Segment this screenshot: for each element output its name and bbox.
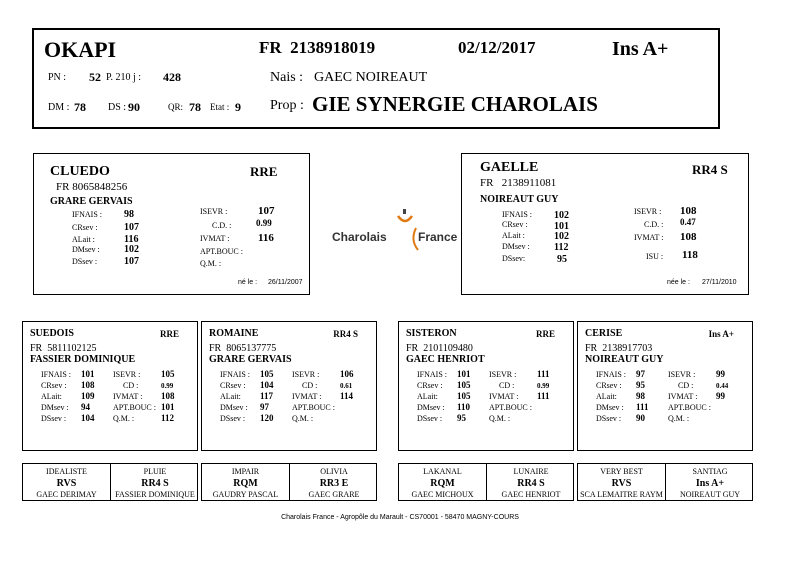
great-grandparent-cell (666, 464, 754, 500)
grandparent-crsev: 108 (81, 380, 95, 390)
sire-dmsev-label: DMsev : (72, 245, 100, 254)
grandparent-aptbouc: 101 (161, 402, 175, 412)
logo-arch-icon (326, 192, 454, 262)
grandparent-reg: FR 5811102125 (30, 343, 97, 354)
dm-label: DM : (48, 102, 70, 113)
sire-ifnais-label: IFNAIS : (72, 210, 103, 219)
great-grandparent-cell (111, 464, 199, 500)
grandparent-cd: 0.44 (716, 382, 729, 390)
animal-header (32, 28, 720, 129)
sire-dmsev: 102 (124, 244, 139, 255)
grandparent-dssev: 104 (81, 413, 95, 423)
great-grandparent-pair (22, 463, 198, 501)
grandparent-dssev: 90 (636, 413, 645, 423)
grandparent-rank: RRE (159, 329, 179, 339)
pn-label: PN : (48, 72, 67, 83)
sire-reg: FR 8065848256 (56, 181, 128, 193)
grandparent-dssev: 120 (260, 413, 274, 423)
grandparent-dmsev-label: DMsev : (220, 403, 248, 412)
grandparent-isevr: 99 (716, 369, 725, 379)
qr-label: QR: (168, 102, 184, 112)
great-grandparent-owner: GAEC HENRIOT (501, 490, 561, 499)
sire-isevr: 107 (258, 205, 275, 217)
great-grandparent-cell (290, 464, 378, 500)
grandparent-cd: 0.99 (161, 382, 174, 390)
grandparent-reg: FR 8065137775 (209, 343, 277, 354)
grandparent-breeder: GRARE GERVAIS (209, 354, 292, 365)
great-grandparent-rank: RR4 S (141, 478, 169, 489)
grandparent-dmsev: 94 (81, 402, 90, 412)
sire-name: CLUEDO (50, 164, 110, 179)
grandparent-isevr-label: ISEVR : (489, 370, 517, 379)
dam-born-label: née le : (667, 279, 690, 286)
dam-name: GAELLE (480, 160, 539, 175)
great-grandparent-owner: SCA LEMAITRE RAYM (580, 490, 663, 499)
grandparent-dmsev: 97 (260, 402, 269, 412)
dam-born: 27/11/2010 (702, 279, 737, 286)
grandparent-cd-label: CD : (678, 381, 694, 390)
dam-cd: 0.47 (680, 217, 696, 227)
dam-rank: RR4 S (692, 162, 728, 177)
grandparent-ifnais-label: IFNAIS : (596, 370, 627, 379)
dam-card (461, 153, 749, 295)
great-grandparent-pair (577, 463, 753, 501)
dam-isu-label: ISU : (646, 252, 664, 261)
sire-alait-label: ALait : (72, 235, 95, 244)
sire-cd: 0.99 (256, 218, 272, 228)
grandparent-ivmat-label: IVMAT : (113, 392, 143, 401)
great-grandparent-rank: RVS (56, 478, 77, 489)
prop-value: GIE SYNERGIE CHAROLAIS (312, 92, 598, 116)
grandparent-alait-label: ALait: (41, 392, 62, 401)
great-grandparent-name: LUNAIRE (513, 467, 549, 476)
great-grandparent-pair (398, 463, 574, 501)
animal-reg-number: FR 2138918019 (259, 38, 376, 57)
great-grandparent-rank: RVS (611, 478, 632, 489)
grandparent-ifnais-label: IFNAIS : (417, 370, 448, 379)
grandparent-qm-label: Q.M. : (292, 414, 314, 423)
dam-reg: FR 2138911081 (480, 177, 557, 189)
sire-crsev: 107 (124, 222, 139, 233)
prop-label: Prop : (270, 98, 304, 113)
p210-value: 428 (163, 70, 181, 84)
grandparent-dmsev: 110 (457, 402, 471, 412)
sire-isevr-label: ISEVR : (200, 207, 228, 216)
grandparent-dssev-label: DSsev : (220, 414, 246, 423)
sire-rank: RRE (250, 164, 278, 179)
dam-alait-label: ALait : (502, 231, 525, 240)
grandparent-isevr-label: ISEVR : (292, 370, 320, 379)
great-grandparent-owner: GAEC DERIMAY (36, 490, 97, 499)
grandparent-isevr: 105 (161, 369, 175, 379)
great-grandparent-owner: GAEC MICHOUX (411, 490, 474, 499)
report-date: 02/12/2017 (458, 38, 536, 57)
great-grandparent-rank: Ins A+ (695, 478, 725, 489)
great-grandparent-rank: RR4 S (517, 478, 545, 489)
sire-born: 26/11/2007 (268, 279, 303, 286)
dam-isevr-label: ISEVR : (634, 207, 662, 216)
dam-cd-label: C.D. : (644, 220, 664, 229)
dm-value: 78 (74, 100, 86, 114)
grandparent-dssev: 95 (457, 413, 466, 423)
great-grandparent-name: VERY BEST (600, 467, 643, 476)
grandparent-ifnais-label: IFNAIS : (220, 370, 251, 379)
dam-alait: 102 (554, 231, 569, 242)
grandparent-crsev-label: CRsev : (220, 381, 246, 390)
great-grandparent-name: LAKANAL (423, 467, 462, 476)
grandparent-aptbouc-label: APT.BOUC : (668, 403, 711, 412)
ds-label: DS : (108, 102, 127, 113)
grandparent-crsev: 95 (636, 380, 645, 390)
grandparent-crsev-label: CRsev : (596, 381, 622, 390)
sire-born-label: né le : (238, 279, 258, 286)
grandparent-ifnais: 101 (457, 369, 471, 379)
grandparent-alait-label: ALait: (220, 392, 241, 401)
sire-ifnais: 98 (124, 209, 134, 220)
sire-alait: 116 (124, 234, 139, 245)
grandparent-rank: RRE (535, 329, 555, 339)
sire-ivmat-label: IVMAT : (200, 234, 230, 243)
great-grandparent-owner: NOIREAUT GUY (679, 490, 741, 499)
qr-value: 78 (189, 100, 201, 114)
grandparent-dmsev-label: DMsev : (596, 403, 624, 412)
dam-dmsev: 112 (554, 242, 569, 253)
great-grandparent-rank: RQM (233, 478, 258, 489)
dam-dmsev-label: DMsev : (502, 242, 530, 251)
grandparent-card (201, 321, 377, 451)
logo-word-france: France (418, 230, 458, 244)
grandparent-dssev-label: DSsev : (596, 414, 622, 423)
grandparent-name: CERISE (585, 328, 623, 339)
grandparent-qm-label: Q.M. : (489, 414, 511, 423)
grandparent-ivmat: 114 (340, 391, 354, 401)
sire-qm-label: Q.M. : (200, 259, 222, 268)
dam-crsev-label: CRsev : (502, 220, 528, 229)
dam-ifnais: 102 (554, 210, 569, 221)
grandparent-cd: 0.99 (537, 382, 550, 390)
grandparent-ifnais: 101 (81, 369, 95, 379)
sire-ivmat: 116 (258, 232, 274, 244)
charolais-france-logo (326, 192, 458, 262)
grandparent-alait: 109 (81, 391, 95, 401)
grandparent-ifnais-label: IFNAIS : (41, 370, 72, 379)
grandparent-crsev-label: CRsev : (417, 381, 443, 390)
etat-value: 9 (235, 100, 241, 114)
great-grandparent-owner: GAUDRY PASCAL (212, 490, 279, 499)
grandparent-ivmat-label: IVMAT : (292, 392, 322, 401)
sire-card (33, 153, 310, 295)
etat-label: Etat : (210, 102, 230, 112)
dam-ivmat-label: IVMAT : (634, 233, 664, 242)
dam-isevr: 108 (680, 205, 697, 217)
great-grandparent-cell (399, 464, 486, 500)
grandparent-alait-label: ALait: (417, 392, 438, 401)
animal-rank: Ins A+ (612, 38, 669, 60)
grandparent-ivmat-label: IVMAT : (489, 392, 519, 401)
grandparent-name: SUEDOIS (30, 328, 74, 339)
great-grandparent-cell (487, 464, 575, 500)
great-grandparent-rank: RR3 E (319, 478, 349, 489)
great-grandparent-owner: GAEC GRARE (308, 490, 360, 499)
grandparent-alait: 98 (636, 391, 645, 401)
grandparent-qm-label: Q.M. : (113, 414, 135, 423)
grandparent-ivmat: 99 (716, 391, 725, 401)
great-grandparent-owner: FASSIER DOMINIQUE (115, 490, 195, 499)
grandparent-cd-label: CD : (302, 381, 318, 390)
sire-cd-label: C.D. : (212, 221, 232, 230)
grandparent-alait: 105 (457, 391, 471, 401)
grandparent-card (398, 321, 574, 451)
sire-aptbouc-label: APT.BOUC : (200, 247, 243, 256)
grandparent-dmsev-label: DMsev : (41, 403, 69, 412)
grandparent-isevr: 111 (537, 369, 550, 379)
grandparent-ivmat: 108 (161, 391, 175, 401)
grandparent-aptbouc-label: APT.BOUC : (292, 403, 335, 412)
grandparent-rank: Ins A+ (708, 329, 734, 339)
animal-name: OKAPI (44, 37, 117, 62)
grandparent-name: SISTERON (406, 328, 457, 339)
dam-crsev: 101 (554, 221, 569, 232)
grandparent-ifnais: 97 (636, 369, 645, 379)
sire-breeder: GRARE GERVAIS (50, 196, 133, 207)
grandparent-isevr-label: ISEVR : (668, 370, 696, 379)
grandparent-qm-label: Q.M. : (668, 414, 690, 423)
grandparent-dmsev-label: DMsev : (417, 403, 445, 412)
sire-crsev-label: CRsev : (72, 223, 98, 232)
grandparent-dssev-label: DSsev : (41, 414, 67, 423)
grandparent-alait-label: ALait: (596, 392, 617, 401)
dam-ifnais-label: IFNAIS : (502, 210, 533, 219)
great-grandparent-name: IDEALISTE (46, 467, 87, 476)
grandparent-dmsev: 111 (636, 402, 649, 412)
grandparent-alait: 117 (260, 391, 274, 401)
great-grandparent-cell (202, 464, 289, 500)
great-grandparent-pair (201, 463, 377, 501)
grandparent-card (22, 321, 198, 451)
sire-dssev: 107 (124, 256, 139, 267)
pn-value: 52 (89, 70, 101, 84)
grandparent-dssev-label: DSsev : (417, 414, 443, 423)
grandparent-ifnais: 105 (260, 369, 274, 379)
dam-dssev: 95 (557, 254, 567, 265)
ds-value: 90 (128, 100, 140, 114)
great-grandparent-cell (578, 464, 665, 500)
grandparent-cd: 0.61 (340, 382, 353, 390)
grandparent-crsev: 104 (260, 380, 274, 390)
great-grandparent-rank: RQM (430, 478, 455, 489)
dam-ivmat: 108 (680, 231, 697, 243)
great-grandparent-name: IMPAIR (231, 467, 260, 476)
great-grandparent-name: SANTIAG (692, 467, 728, 476)
grandparent-aptbouc-label: APT.BOUC : (489, 403, 532, 412)
footer-address: Charolais France - Agropôle du Marault - CS70001 - 58470 MAGNY-COURS (281, 514, 519, 521)
grandparent-name: ROMAINE (209, 328, 259, 339)
grandparent-reg: FR 2101109480 (406, 343, 473, 354)
grandparent-ivmat-label: IVMAT : (668, 392, 698, 401)
grandparent-aptbouc-label: APT.BOUC : (113, 403, 156, 412)
dam-breeder: NOIREAUT GUY (480, 194, 559, 205)
great-grandparent-cell (23, 464, 110, 500)
grandparent-qm: 112 (161, 413, 175, 423)
grandparent-card (577, 321, 753, 451)
grandparent-breeder: GAEC HENRIOT (406, 354, 485, 365)
grandparent-breeder: NOIREAUT GUY (585, 354, 664, 365)
logo-word-charolais: Charolais (332, 230, 387, 244)
great-grandparent-name: PLUIE (143, 467, 167, 476)
sire-dssev-label: DSsev : (72, 257, 98, 266)
grandparent-rank: RR4 S (333, 329, 358, 339)
nais-label: Nais : (270, 70, 304, 85)
grandparent-cd-label: CD : (499, 381, 515, 390)
grandparent-crsev: 105 (457, 380, 471, 390)
dam-isu: 118 (682, 249, 698, 261)
grandparent-ivmat: 111 (537, 391, 550, 401)
grandparent-reg: FR 2138917703 (585, 343, 653, 354)
p210-label: P. 210 j : (106, 72, 142, 83)
nais-value: GAEC NOIREAUT (314, 70, 428, 85)
dam-dssev-label: DSsev: (502, 254, 526, 263)
grandparent-isevr-label: ISEVR : (113, 370, 141, 379)
grandparent-crsev-label: CRsev : (41, 381, 67, 390)
grandparent-isevr: 106 (340, 369, 354, 379)
grandparent-cd-label: CD : (123, 381, 139, 390)
grandparent-breeder: FASSIER DOMINIQUE (30, 354, 136, 365)
great-grandparent-name: OLIVIA (320, 467, 348, 476)
